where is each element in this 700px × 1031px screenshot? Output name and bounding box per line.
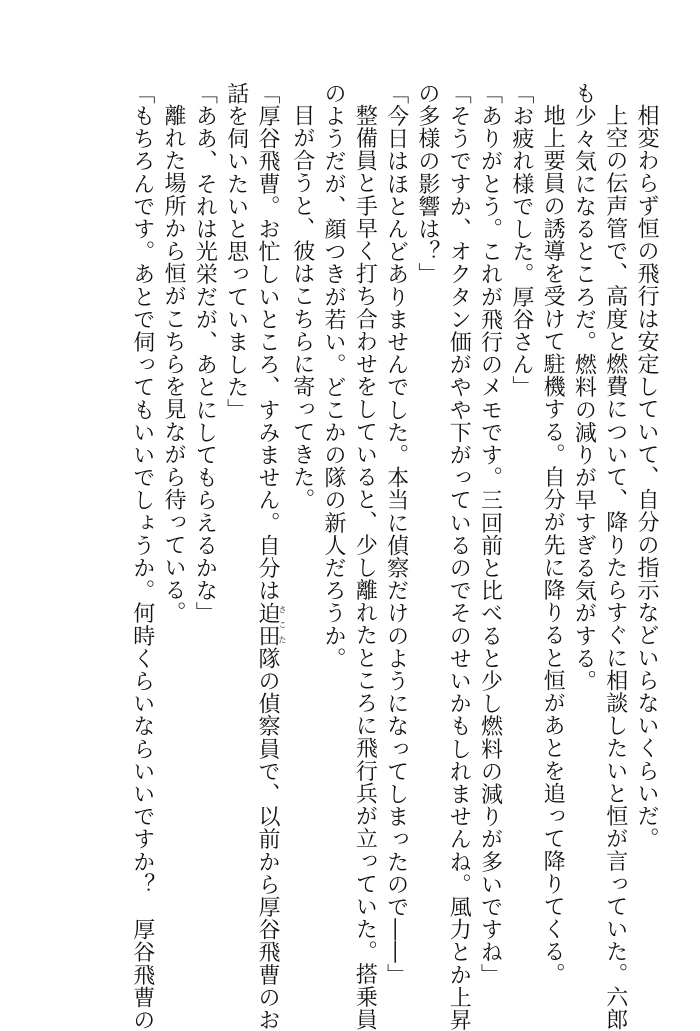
text-line-6: 「ありがとう。これが飛行のメモです。三回前と比べると少し燃料の減りが多いですね」 xyxy=(477,82,503,986)
text-line-9: 「今日はほとんどありませんでした。本当に偵察だけのようになってしまったので――」 xyxy=(383,82,409,986)
text-line-8: の多様の影響は？」 xyxy=(414,82,440,286)
text-line-2: 上空の伝声管で、高度と燃費について、降りたらすぐに相談したいと恒が言っていた。六郎 xyxy=(602,104,628,1031)
text-line-4: 地上要員の誘導を受けて駐機する。自分が先に降りると恒があとを追って降りてくる。 xyxy=(540,104,566,986)
text-line-13: 「厚谷飛曹。お忙しいところ、すみません。自分は迫田さこた隊の偵察員で、以前から厚谷飛曹のお xyxy=(254,82,287,1031)
text-line-14: 話を伺いたいと思っていました」 xyxy=(223,82,249,421)
text-line-1: 相変わらず恒の飛行は安定していて、自分の指示などいらないくらいだ。 xyxy=(634,104,659,850)
furigana-ruby: 迫田さこた xyxy=(254,601,287,648)
furigana-reading: さこた xyxy=(277,601,287,648)
text-line-10: 整備員と手早く打ち合わせをしていると、少し離れたところに飛行兵が立っていた。搭乗員 xyxy=(352,104,378,1031)
text-line-15: 「ああ、それは光栄だが、あとにしてもらえるかな」 xyxy=(192,82,218,625)
text-line-11: のようだが、顔つきが若い。どこかの隊の新人だろうか。 xyxy=(321,82,347,670)
text-line-3: も少々気になるところだ。燃料の減りが早すぎる気がする。 xyxy=(571,82,597,693)
vertical-text-body xyxy=(126,82,662,1031)
text-line-17: 「もちろんです。あとで伺ってもいいでしょうか。何時くらいならいいですか？ 厚谷飛曹の xyxy=(129,82,155,1031)
text-line-7: 「そうですか、オクタン価がやや下がっているのでそのせいかもしれませんね。風力とか上昇 xyxy=(446,82,472,1031)
text-line-5: 「お疲れ様でした。厚谷さん」 xyxy=(508,82,534,399)
text-line-16: 離れた場所から恒がこちらを見ながら待っている。 xyxy=(161,104,187,624)
text-line-12: 目が合うと、彼はこちらに寄ってきた。 xyxy=(289,104,315,511)
